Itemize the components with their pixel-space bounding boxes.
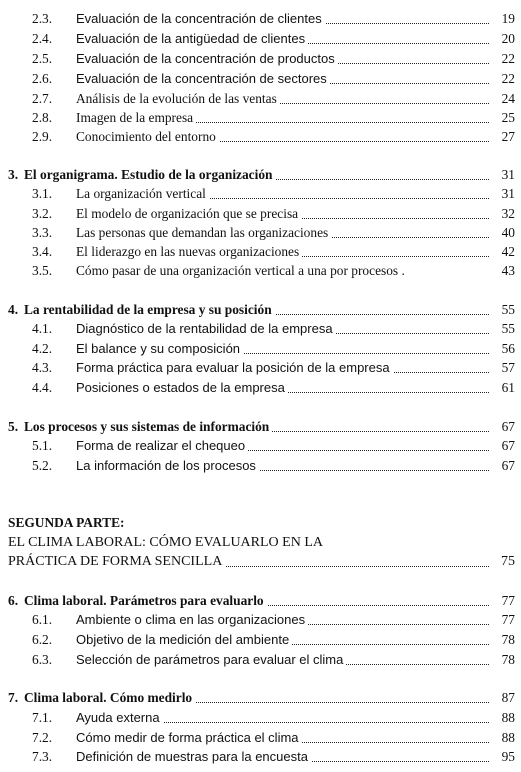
toc-entry[interactable] [0,10,521,28]
entry-page: 42 [501,244,515,259]
part-title-line-1: EL CLIMA LABORAL: CÓMO EVALUARLO EN LA [8,535,323,550]
chapter-page: 77 [501,593,515,608]
entry-page: 27 [501,129,515,144]
entry-title: Selección de parámetros para evaluar el clima [76,651,346,669]
entry-number: 2.7. [32,91,53,106]
entry-page: 43 [501,263,515,278]
toc-chapter-5[interactable] [0,418,521,436]
entry-page: 22 [501,51,515,66]
entry-title: El modelo de organización que se precisa [76,205,301,223]
entry-title: Imagen de la empresa [76,109,196,127]
entry-title: Diagnóstico de la rentabilidad de la empresa [76,320,336,338]
toc-entry[interactable] [0,320,521,338]
chapter-title: El organigrama. Estudio de la organización [24,166,275,184]
toc-entry[interactable] [0,185,521,203]
entry-title: El balance y su composición [76,340,243,358]
entry-title: El liderazgo en las nuevas organizaciones [76,243,302,261]
entry-title: Evaluación de la concentración de productos [76,50,338,68]
toc-entry[interactable] [0,205,521,223]
entry-number: 3.1. [32,186,53,201]
entry-number: 7.1. [32,710,53,725]
toc-chapter-7[interactable] [0,689,521,707]
toc-entry[interactable] [0,30,521,48]
toc-entry[interactable] [0,70,521,88]
entry-title: Cómo pasar de una organización vertical a una por procesos . [76,262,408,280]
toc-entry[interactable] [0,748,521,766]
toc-chapter-4[interactable] [0,301,521,319]
entry-page: 57 [501,360,515,375]
entry-number: 6.1. [32,612,53,627]
entry-page: 20 [501,31,515,46]
entry-title: Forma de realizar el chequeo [76,437,248,455]
entry-title: Posiciones o estados de la empresa [76,379,288,397]
entry-number: 5.1. [32,438,53,453]
entry-page: 88 [501,710,515,725]
toc-entry[interactable] [0,50,521,68]
entry-title: Definición de muestras para la encuesta [76,748,311,766]
toc-entry[interactable] [0,340,521,358]
part-page: 75 [501,554,515,569]
entry-title: Evaluación de la antigüedad de clientes [76,30,308,48]
chapter-page: 67 [501,419,515,434]
entry-page: 32 [501,206,515,221]
entry-page: 22 [501,71,515,86]
entry-number: 3.4. [32,244,53,259]
entry-title: Análisis de la evolución de las ventas [76,90,280,108]
chapter-title: Los procesos y sus sistemas de información [24,418,272,436]
chapter-number: 3. [8,167,19,182]
entry-page: 25 [501,110,515,125]
entry-page: 67 [501,458,515,473]
entry-title: Cómo medir de forma práctica el clima [76,729,302,747]
entry-page: 31 [501,186,515,201]
toc-entry[interactable] [0,729,521,747]
entry-page: 67 [501,438,515,453]
chapter-number: 7. [8,690,19,705]
chapter-page: 87 [501,690,515,705]
toc-entry[interactable] [0,379,521,397]
entry-page: 61 [501,380,515,395]
toc-entry[interactable] [0,128,521,146]
chapter-page: 55 [501,302,515,317]
chapter-number: 4. [8,302,19,317]
toc-entry[interactable] [0,90,521,108]
entry-page: 24 [501,91,515,106]
toc-chapter-3[interactable] [0,166,521,184]
entry-number: 4.4. [32,380,53,395]
toc-entry[interactable] [0,457,521,475]
chapter-number: 5. [8,419,19,434]
chapter-title: Clima laboral. Cómo medirlo [24,689,195,707]
part-title-line-2: PRÁCTICA DE FORMA SENCILLA [8,553,225,571]
toc-entry[interactable] [0,651,521,669]
entry-title: Objetivo de la medición del ambiente [76,631,292,649]
entry-number: 4.2. [32,341,53,356]
entry-number: 2.4. [32,31,53,46]
entry-title: Conocimiento del entorno [76,128,219,146]
entry-number: 4.1. [32,321,53,336]
entry-title: Evaluación de la concentración de clientes [76,10,325,28]
chapter-number: 6. [8,593,19,608]
toc-entry[interactable] [0,631,521,649]
entry-page: 95 [501,749,515,764]
entry-number: 2.9. [32,129,53,144]
entry-number: 2.5. [32,51,53,66]
entry-page: 56 [501,341,515,356]
entry-page: 40 [501,225,515,240]
toc-entry[interactable] [0,109,521,127]
entry-page: 88 [501,730,515,745]
entry-page: 19 [501,11,515,26]
entry-title: Ambiente o clima en las organizaciones [76,611,308,629]
entry-title: La información de los procesos [76,457,259,475]
entry-page: 55 [501,321,515,336]
entry-page: 78 [501,632,515,647]
entry-title: Forma práctica para evaluar la posición de la empresa [76,359,393,377]
toc-entry[interactable] [0,709,521,727]
toc-entry[interactable] [0,437,521,455]
entry-title: La organización vertical [76,185,209,203]
entry-number: 4.3. [32,360,53,375]
toc-entry[interactable] [0,359,521,377]
toc-entry[interactable] [0,262,521,280]
toc-chapter-6[interactable] [0,592,521,610]
entry-number: 2.6. [32,71,53,86]
toc-entry[interactable] [0,224,521,242]
chapter-title: La rentabilidad de la empresa y su posición [24,301,275,319]
entry-number: 7.3. [32,749,53,764]
chapter-title: Clima laboral. Parámetros para evaluarlo [24,592,267,610]
entry-number: 5.2. [32,458,53,473]
toc-entry[interactable] [0,243,521,261]
entry-number: 7.2. [32,730,53,745]
entry-number: 3.5. [32,263,53,278]
entry-number: 6.3. [32,652,53,667]
entry-number: 6.2. [32,632,53,647]
part-label: SEGUNDA PARTE: [8,515,125,530]
entry-number: 2.8. [32,110,53,125]
entry-number: 3.3. [32,225,53,240]
toc-entry[interactable] [0,611,521,629]
entry-title: Ayuda externa [76,709,163,727]
entry-title: Las personas que demandan las organizaciones [76,224,331,242]
entry-title: Evaluación de la concentración de sectores [76,70,330,88]
entry-page: 77 [501,612,515,627]
entry-number: 3.2. [32,206,53,221]
entry-page: 78 [501,652,515,667]
entry-number: 2.3. [32,11,53,26]
toc-part-2[interactable] [0,553,521,571]
chapter-page: 31 [501,167,515,182]
